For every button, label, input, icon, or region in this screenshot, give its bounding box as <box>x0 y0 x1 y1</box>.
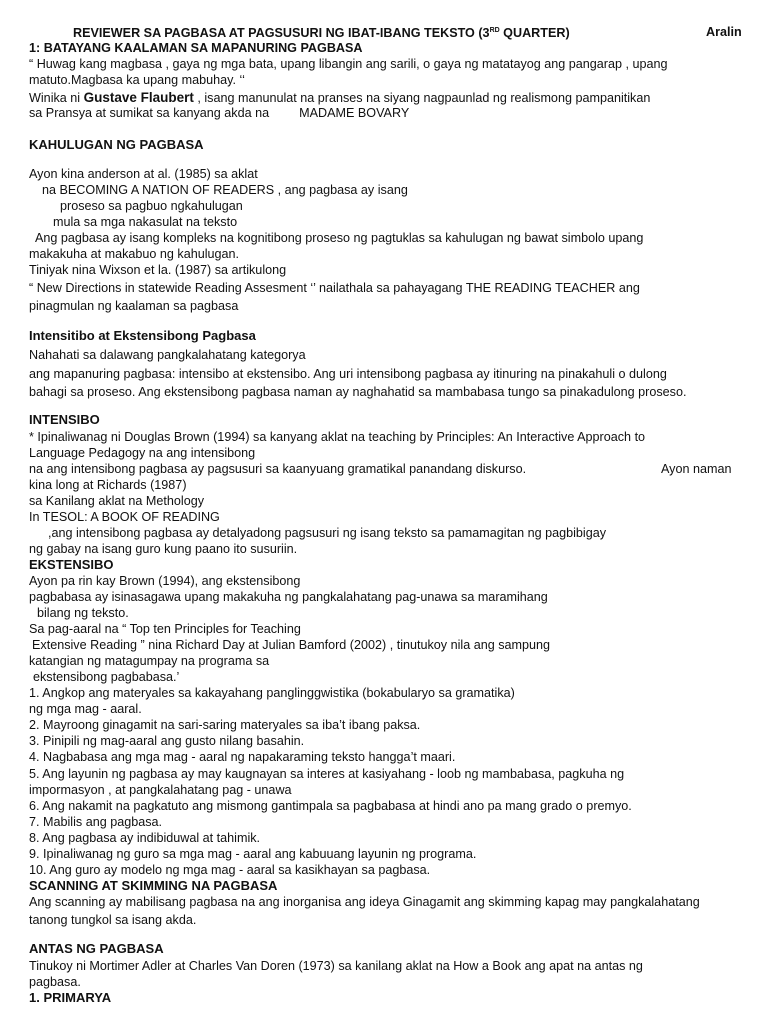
paragraph-line: na ang intensibong pagbasa ay pagsusuri sa kaanyuang gramatikal panandang diskurso. <box>29 462 527 476</box>
list-item: 6. Ang nakamit na pagkatuto ang mismong gantimpala sa pagbabasa at hindi ano pa mang grado o premyo. <box>29 799 632 813</box>
list-item: 7. Mabilis ang pagbasa. <box>29 815 163 829</box>
paragraph-line: ,ang intensibong pagbasa ay detalyadong pagsusuri ng isang teksto sa pamamagitan ng pagbibigay <box>48 526 607 540</box>
title-text-end: QUARTER) <box>499 26 570 41</box>
paragraph-line: Extensive Reading ” nina Richard Day at Julian Bamford (2002) , tinutukoy nila ang sampung <box>32 638 551 652</box>
title-text: REVIEWER SA PAGBASA AT PAGSUSURI NG IBAT-IBANG TEKSTO (3 <box>73 26 490 41</box>
list-item: impormasyon , at pangkalahatang pag - unawa <box>29 783 292 797</box>
attribution-text: Winika ni <box>29 91 84 105</box>
paragraph-line: Sa pag-aaral na “ Top ten Principles for Teaching <box>29 622 301 636</box>
paragraph-line: sa Kanilang aklat na Methology <box>29 494 205 508</box>
paragraph-line: bahagi sa proseso. Ang ekstensibong pagbasa naman ay naghahatid sa mambabasa tungo sa pinakadulong proseso. <box>29 385 687 399</box>
list-item: 8. Ang pagbasa ay indibiduwal at tahimik. <box>29 831 261 845</box>
paragraph-line: makakuha at makabuo ng kahulugan. <box>29 247 240 261</box>
paragraph-line: bilang ng teksto. <box>37 606 129 620</box>
paragraph-line: pinagmulan ng kaalaman sa pagbasa <box>29 299 239 313</box>
aralin-label: Aralin <box>706 25 742 39</box>
paragraph-line: mula sa mga nakasulat na teksto <box>53 215 238 229</box>
quote-attribution <box>29 90 650 106</box>
section-heading-kahulugan: KAHULUGAN NG PAGBASA <box>29 137 204 152</box>
author-name: Gustave Flaubert <box>83 90 194 105</box>
quote-line: “ Huwag kang magbasa , gaya ng mga bata, upang libangin ang sarili, o gaya ng matatayog ang pangarap , upang <box>29 57 668 71</box>
paragraph-line: Tiniyak nina Wixson et la. (1987) sa artikulong <box>29 263 287 277</box>
paragraph-line: proseso sa pagbuo ngkahulugan <box>60 199 243 213</box>
list-item: 10. Ang guro ay modelo ng mga mag - aaral sa kasikhayan sa pagbasa. <box>29 863 431 877</box>
list-item: 9. Ipinaliwanag ng guro sa mga mag - aaral ang kabuuang layunin ng programa. <box>29 847 477 861</box>
paragraph-line: Nahahati sa dalawang pangkalahatang kategorya <box>29 348 306 362</box>
paragraph-line: * Ipinaliwanag ni Douglas Brown (1994) sa kanyang aklat na teaching by Principles: An Interactive Approach to <box>29 430 646 444</box>
paragraph-line: ang mapanuring pagbasa: intensibo at ekstensibo. Ang uri intensibong pagbasa ay itinuring na pinakahuli o dulong <box>29 367 667 381</box>
section-heading-antas: ANTAS NG PAGBASA <box>29 941 164 956</box>
document-title <box>73 23 570 41</box>
paragraph-line: pagbasa. <box>29 975 81 989</box>
paragraph-line: tanong tungkol sa isang akda. <box>29 913 197 927</box>
paragraph-line: kina long at Richards (1987) <box>29 478 187 492</box>
paragraph-line: Ayon naman <box>661 462 732 476</box>
lesson-title: 1: BATAYANG KAALAMAN SA MAPANURING PAGBASA <box>29 41 363 55</box>
paragraph-line: Tinukoy ni Mortimer Adler at Charles Van Doren (1973) sa kanilang aklat na How a Book ang apat na antas ng <box>29 959 643 973</box>
paragraph-line: ng gabay na isang guro kung paano ito susuriin. <box>29 542 298 556</box>
list-item: ng mga mag - aaral. <box>29 702 142 716</box>
attribution-text: sa Pransya at sumikat sa kanyang akda na <box>29 106 270 120</box>
quote-book-line <box>29 105 409 121</box>
list-item: 5. Ang layunin ng pagbasa ay may kaugnayan sa interes at kasiyahang - loob ng mambabasa, pagkuha ng <box>29 767 625 781</box>
paragraph-line: Ang scanning ay mabilisang pagbasa na ang inorganisa ang ideya Ginagamit ang skimming kapag may pangkalahatang <box>29 895 700 909</box>
paragraph-line: ekstensibong pagbabasa.’ <box>33 670 180 684</box>
section-heading-intensibo: INTENSIBO <box>29 412 100 427</box>
paragraph-line: In TESOL: A BOOK OF READING <box>29 510 220 524</box>
paragraph-line: “ New Directions in statewide Reading Assesment ‘’ nailathala sa pahayagang THE READING TEACHER ang <box>29 281 640 295</box>
list-item: 2. Mayroong ginagamit na sari-saring materyales sa iba’t ibang paksa. <box>29 718 421 732</box>
list-item: 1. Angkop ang materyales sa kakayahang panglinggwistika (bokabularyo sa gramatika) <box>29 686 515 700</box>
paragraph-line: Ang pagbasa ay isang kompleks na kognitibong proseso ng pagtuklas sa kahulugan ng bawat simbolo upang <box>35 231 644 245</box>
section-heading-ekstensibo: EKSTENSIBO <box>29 557 114 572</box>
list-item: 4. Nagbabasa ang mga mag - aaral ng napakaraming teksto hangga’t maari. <box>29 750 456 764</box>
paragraph-line: Ayon kina anderson at al. (1985) sa aklat <box>29 167 258 181</box>
quote-line: matuto.Magbasa ka upang mabuhay. ‘‘ <box>29 73 245 87</box>
paragraph-line: na BECOMING A NATION OF READERS , ang pagbasa ay isang <box>42 183 408 197</box>
list-item: 3. Pinipili ng mag-aaral ang gusto nilang basahin. <box>29 734 305 748</box>
section-heading-intensitibo: Intensitibo at Ekstensibong Pagbasa <box>29 328 256 343</box>
paragraph-line: Language Pedagogy na ang intensibong <box>29 446 256 460</box>
attribution-text: , isang manunulat na pranses na siyang nagpaunlad ng realismong pampanitikan <box>193 91 651 105</box>
subheading-primarya: 1. PRIMARYA <box>29 990 112 1005</box>
paragraph-line: katangian ng matagumpay na programa sa <box>29 654 270 668</box>
section-heading-scanning: SCANNING AT SKIMMING NA PAGBASA <box>29 878 278 893</box>
paragraph-line: pagbabasa ay isinasagawa upang makakuha ng pangkalahatang pag-unawa sa maramihang <box>29 590 548 604</box>
book-title: MADAME BOVARY <box>299 106 410 120</box>
title-superscript: RD <box>489 27 500 34</box>
paragraph-line: Ayon pa rin kay Brown (1994), ang ekstensibong <box>29 574 301 588</box>
